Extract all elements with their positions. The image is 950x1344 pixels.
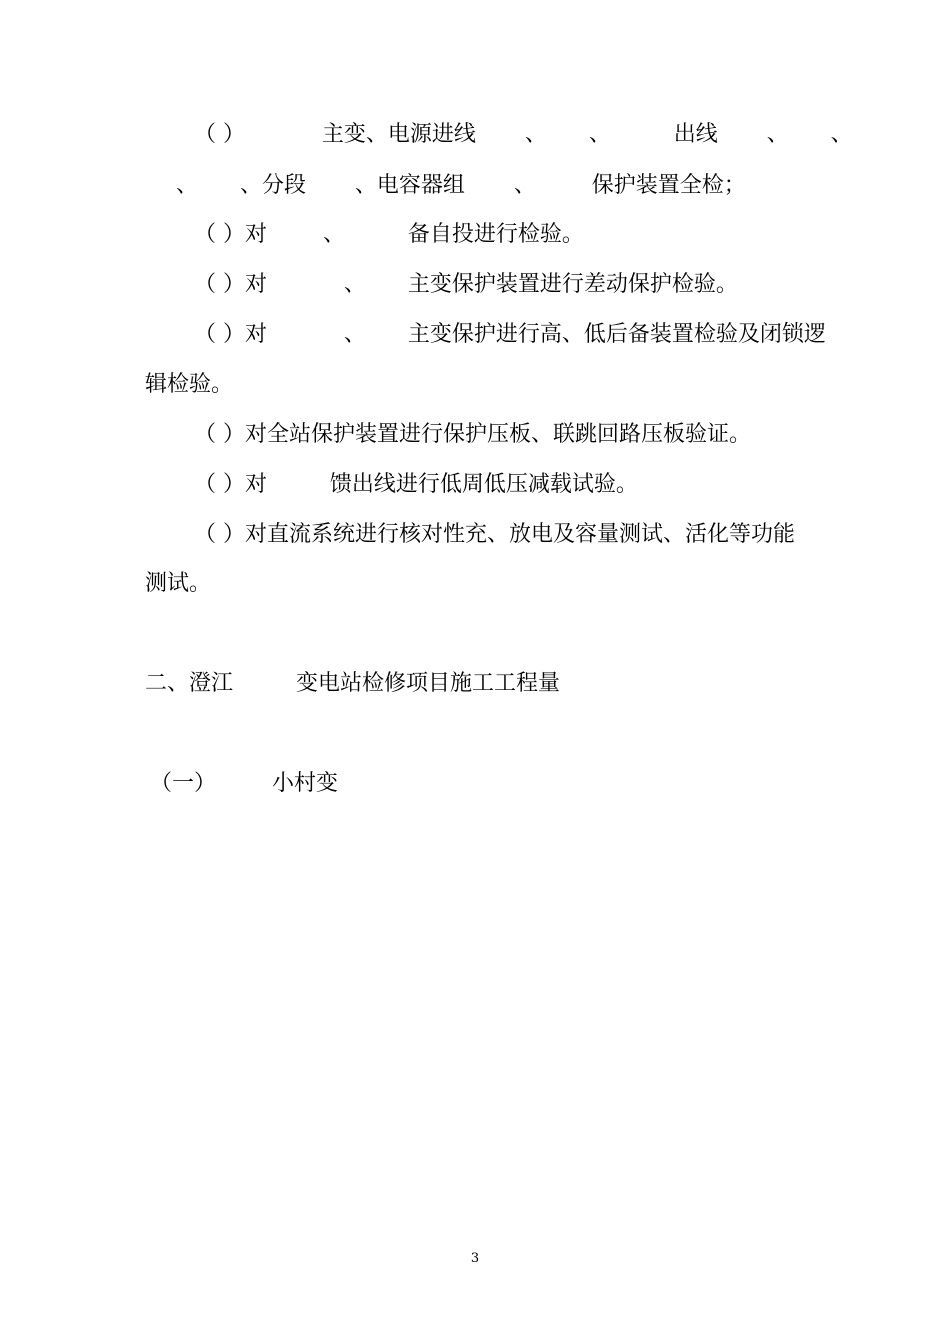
paragraph-line: （ ）对 、 主变保护进行高、低后备装置检验及闭锁逻 xyxy=(194,322,826,347)
paragraph-line: （ ）对全站保护装置进行保护压板、联跳回路压板验证。 xyxy=(194,422,751,447)
paragraph-line: （ ） 主变、电源进线 、 、 出线 、 、 xyxy=(194,122,853,147)
section-heading: 二、澄江 变电站检修项目施工工程量 xyxy=(145,671,560,696)
paragraph-line: （ ）对 、 主变保护装置进行差动保护检验。 xyxy=(194,272,738,297)
paragraph-line: 测试。 xyxy=(145,571,212,596)
subsection-heading: （一） 小村变 xyxy=(150,771,338,796)
paragraph-line: （ ）对 、 备自投进行检验。 xyxy=(194,222,584,247)
page-number: 3 xyxy=(470,1251,480,1266)
paragraph-line: 辑检验。 xyxy=(145,372,234,397)
paragraph-line: 、 、分段 、电容器组 、 保护装置全检； xyxy=(176,173,746,198)
paragraph-line: （ ）对直流系统进行核对性充、放电及容量测试、活化等功能 xyxy=(194,522,795,547)
paragraph-line: （ ）对 馈出线进行低周低压减载试验。 xyxy=(194,472,638,497)
